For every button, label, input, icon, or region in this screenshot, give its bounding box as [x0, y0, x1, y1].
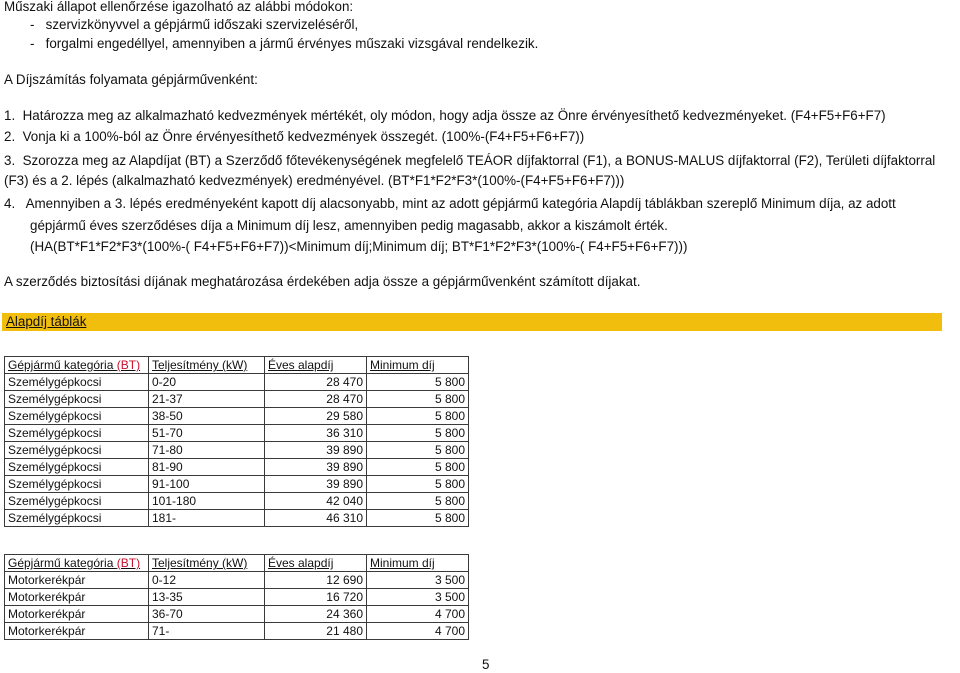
header-minimum: Minimum díj — [367, 555, 469, 572]
cell-category: Motorkerékpár — [5, 572, 149, 589]
process-step: 2. Vonja ki a 100%-ból az Önre érvényesíthető kedvezmények összegét. (100%-(F4+F5+F6+F7)) — [4, 129, 585, 144]
table-row — [5, 442, 469, 459]
cell-annual: 42 040 — [265, 493, 367, 510]
cell-power: 71-80 — [149, 442, 265, 459]
cell-minimum: 5 800 — [367, 391, 469, 408]
cell-category: Személygépkocsi — [5, 374, 149, 391]
header-annual: Éves alapdíj — [265, 357, 367, 374]
cell-power: 36-70 — [149, 606, 265, 623]
process-step: 3. Szorozza meg az Alapdíjat (BT) a Szerződő főtevékenységének megfelelő TEÁOR díjfaktorral (F1), a BONUS-MALUS díjfaktorral (F2), Területi díjfaktorral — [4, 153, 936, 168]
process-step-continuation: gépjármű éves szerződéses díja a Minimum díj lesz, amennyiben pedig magasabb, akkor a kiszámolt érték. — [30, 218, 668, 233]
cell-annual: 28 470 — [265, 374, 367, 391]
cell-category: Motorkerékpár — [5, 623, 149, 640]
cell-category: Motorkerékpár — [5, 606, 149, 623]
cell-power: 0-12 — [149, 572, 265, 589]
table-row — [5, 374, 469, 391]
cell-annual: 24 360 — [265, 606, 367, 623]
table-row — [5, 572, 469, 589]
cell-annual: 21 480 — [265, 623, 367, 640]
header-category — [5, 555, 149, 572]
cell-minimum: 5 800 — [367, 459, 469, 476]
header-power: Teljesítmény (kW) — [149, 357, 265, 374]
cell-minimum: 5 800 — [367, 493, 469, 510]
table-row — [5, 493, 469, 510]
table-header-row — [5, 555, 469, 572]
header-category — [5, 357, 149, 374]
header-power: Teljesítmény (kW) — [149, 555, 265, 572]
process-step-continuation: (F3) és a 2. lépés (alkalmazható kedvezmények) eredményével. (BT*F1*F2*F3*(100%-(F4+F5+F6+F7))) — [4, 173, 625, 188]
cell-power: 21-37 — [149, 391, 265, 408]
car-rates-table — [4, 356, 469, 527]
process-step: 1. Határozza meg az alkalmazható kedvezmények mértékét, oly módon, hogy adja össze az Önre érvényesíthető kedvezményeket. (F4+F5+F6+F7) — [4, 108, 886, 123]
cell-power: 91-100 — [149, 476, 265, 493]
cell-category: Személygépkocsi — [5, 391, 149, 408]
header-category-bt: (BT) — [116, 358, 141, 372]
cell-category: Személygépkocsi — [5, 408, 149, 425]
page-number: 5 — [482, 657, 490, 672]
table-row — [5, 476, 469, 493]
cell-minimum: 4 700 — [367, 623, 469, 640]
cell-power: 0-20 — [149, 374, 265, 391]
table-row — [5, 459, 469, 476]
cell-category: Személygépkocsi — [5, 425, 149, 442]
cell-power: 81-90 — [149, 459, 265, 476]
cell-minimum: 5 800 — [367, 442, 469, 459]
cell-annual: 16 720 — [265, 589, 367, 606]
table-header-row — [5, 357, 469, 374]
cell-annual: 28 470 — [265, 391, 367, 408]
cell-annual: 39 890 — [265, 476, 367, 493]
table-row — [5, 623, 469, 640]
cell-minimum: 5 800 — [367, 425, 469, 442]
table-row — [5, 510, 469, 527]
cell-power: 181- — [149, 510, 265, 527]
banner-label: Alapdíj táblák — [6, 314, 87, 329]
cell-minimum: 4 700 — [367, 606, 469, 623]
table-row — [5, 408, 469, 425]
cell-annual: 36 310 — [265, 425, 367, 442]
cell-power: 101-180 — [149, 493, 265, 510]
header-minimum: Minimum díj — [367, 357, 469, 374]
cell-category: Személygépkocsi — [5, 510, 149, 527]
cell-category: Személygépkocsi — [5, 476, 149, 493]
header-category-label: Gépjármű kategória — [8, 358, 117, 372]
table-row — [5, 425, 469, 442]
alapdij-banner — [2, 313, 942, 331]
cell-annual: 46 310 — [265, 510, 367, 527]
process-step: 4. Amennyiben a 3. lépés eredményeként kapott díj alacsonyabb, mint az adott gépjármű kategória Alapdíj táblákban szereplő Minimum díja, az adott — [4, 196, 896, 211]
table-row — [5, 606, 469, 623]
process-heading: A Díjszámítás folyamata gépjárművenként: — [4, 72, 258, 87]
cell-minimum: 3 500 — [367, 589, 469, 606]
cell-minimum: 5 800 — [367, 476, 469, 493]
cell-category: Személygépkocsi — [5, 493, 149, 510]
process-formula: (HA(BT*F1*F2*F3*(100%-( F4+F5+F6+F7))<Minimum díj;Minimum díj; BT*F1*F2*F3*(100%-( F4+F5+F6+F7))) — [30, 239, 688, 254]
summary-text: A szerződés biztosítási díjának meghatározása érdekében adja össze a gépjárművenként számított díjakat. — [4, 274, 641, 289]
intro-title: Műszaki állapot ellenőrzése igazolható az alábbi módokon: — [4, 0, 354, 14]
cell-annual: 12 690 — [265, 572, 367, 589]
cell-power: 51-70 — [149, 425, 265, 442]
table-row — [5, 391, 469, 408]
table-row — [5, 589, 469, 606]
intro-bullet: - szervizkönyvvel a gépjármű időszaki szervizeléséről, — [30, 17, 359, 32]
header-annual: Éves alapdíj — [265, 555, 367, 572]
cell-minimum: 3 500 — [367, 572, 469, 589]
motorcycle-rates-table — [4, 554, 469, 640]
cell-minimum: 5 800 — [367, 408, 469, 425]
cell-minimum: 5 800 — [367, 510, 469, 527]
cell-power: 13-35 — [149, 589, 265, 606]
header-category-bt: (BT) — [116, 556, 141, 570]
cell-annual: 39 890 — [265, 459, 367, 476]
cell-power: 71- — [149, 623, 265, 640]
cell-category: Személygépkocsi — [5, 459, 149, 476]
header-category-label: Gépjármű kategória — [8, 556, 117, 570]
cell-annual: 39 890 — [265, 442, 367, 459]
cell-category: Személygépkocsi — [5, 442, 149, 459]
cell-power: 38-50 — [149, 408, 265, 425]
cell-annual: 29 580 — [265, 408, 367, 425]
cell-category: Motorkerékpár — [5, 589, 149, 606]
cell-minimum: 5 800 — [367, 374, 469, 391]
intro-bullet: - forgalmi engedéllyel, amennyiben a jármű érvényes műszaki vizsgával rendelkezik. — [30, 36, 539, 51]
